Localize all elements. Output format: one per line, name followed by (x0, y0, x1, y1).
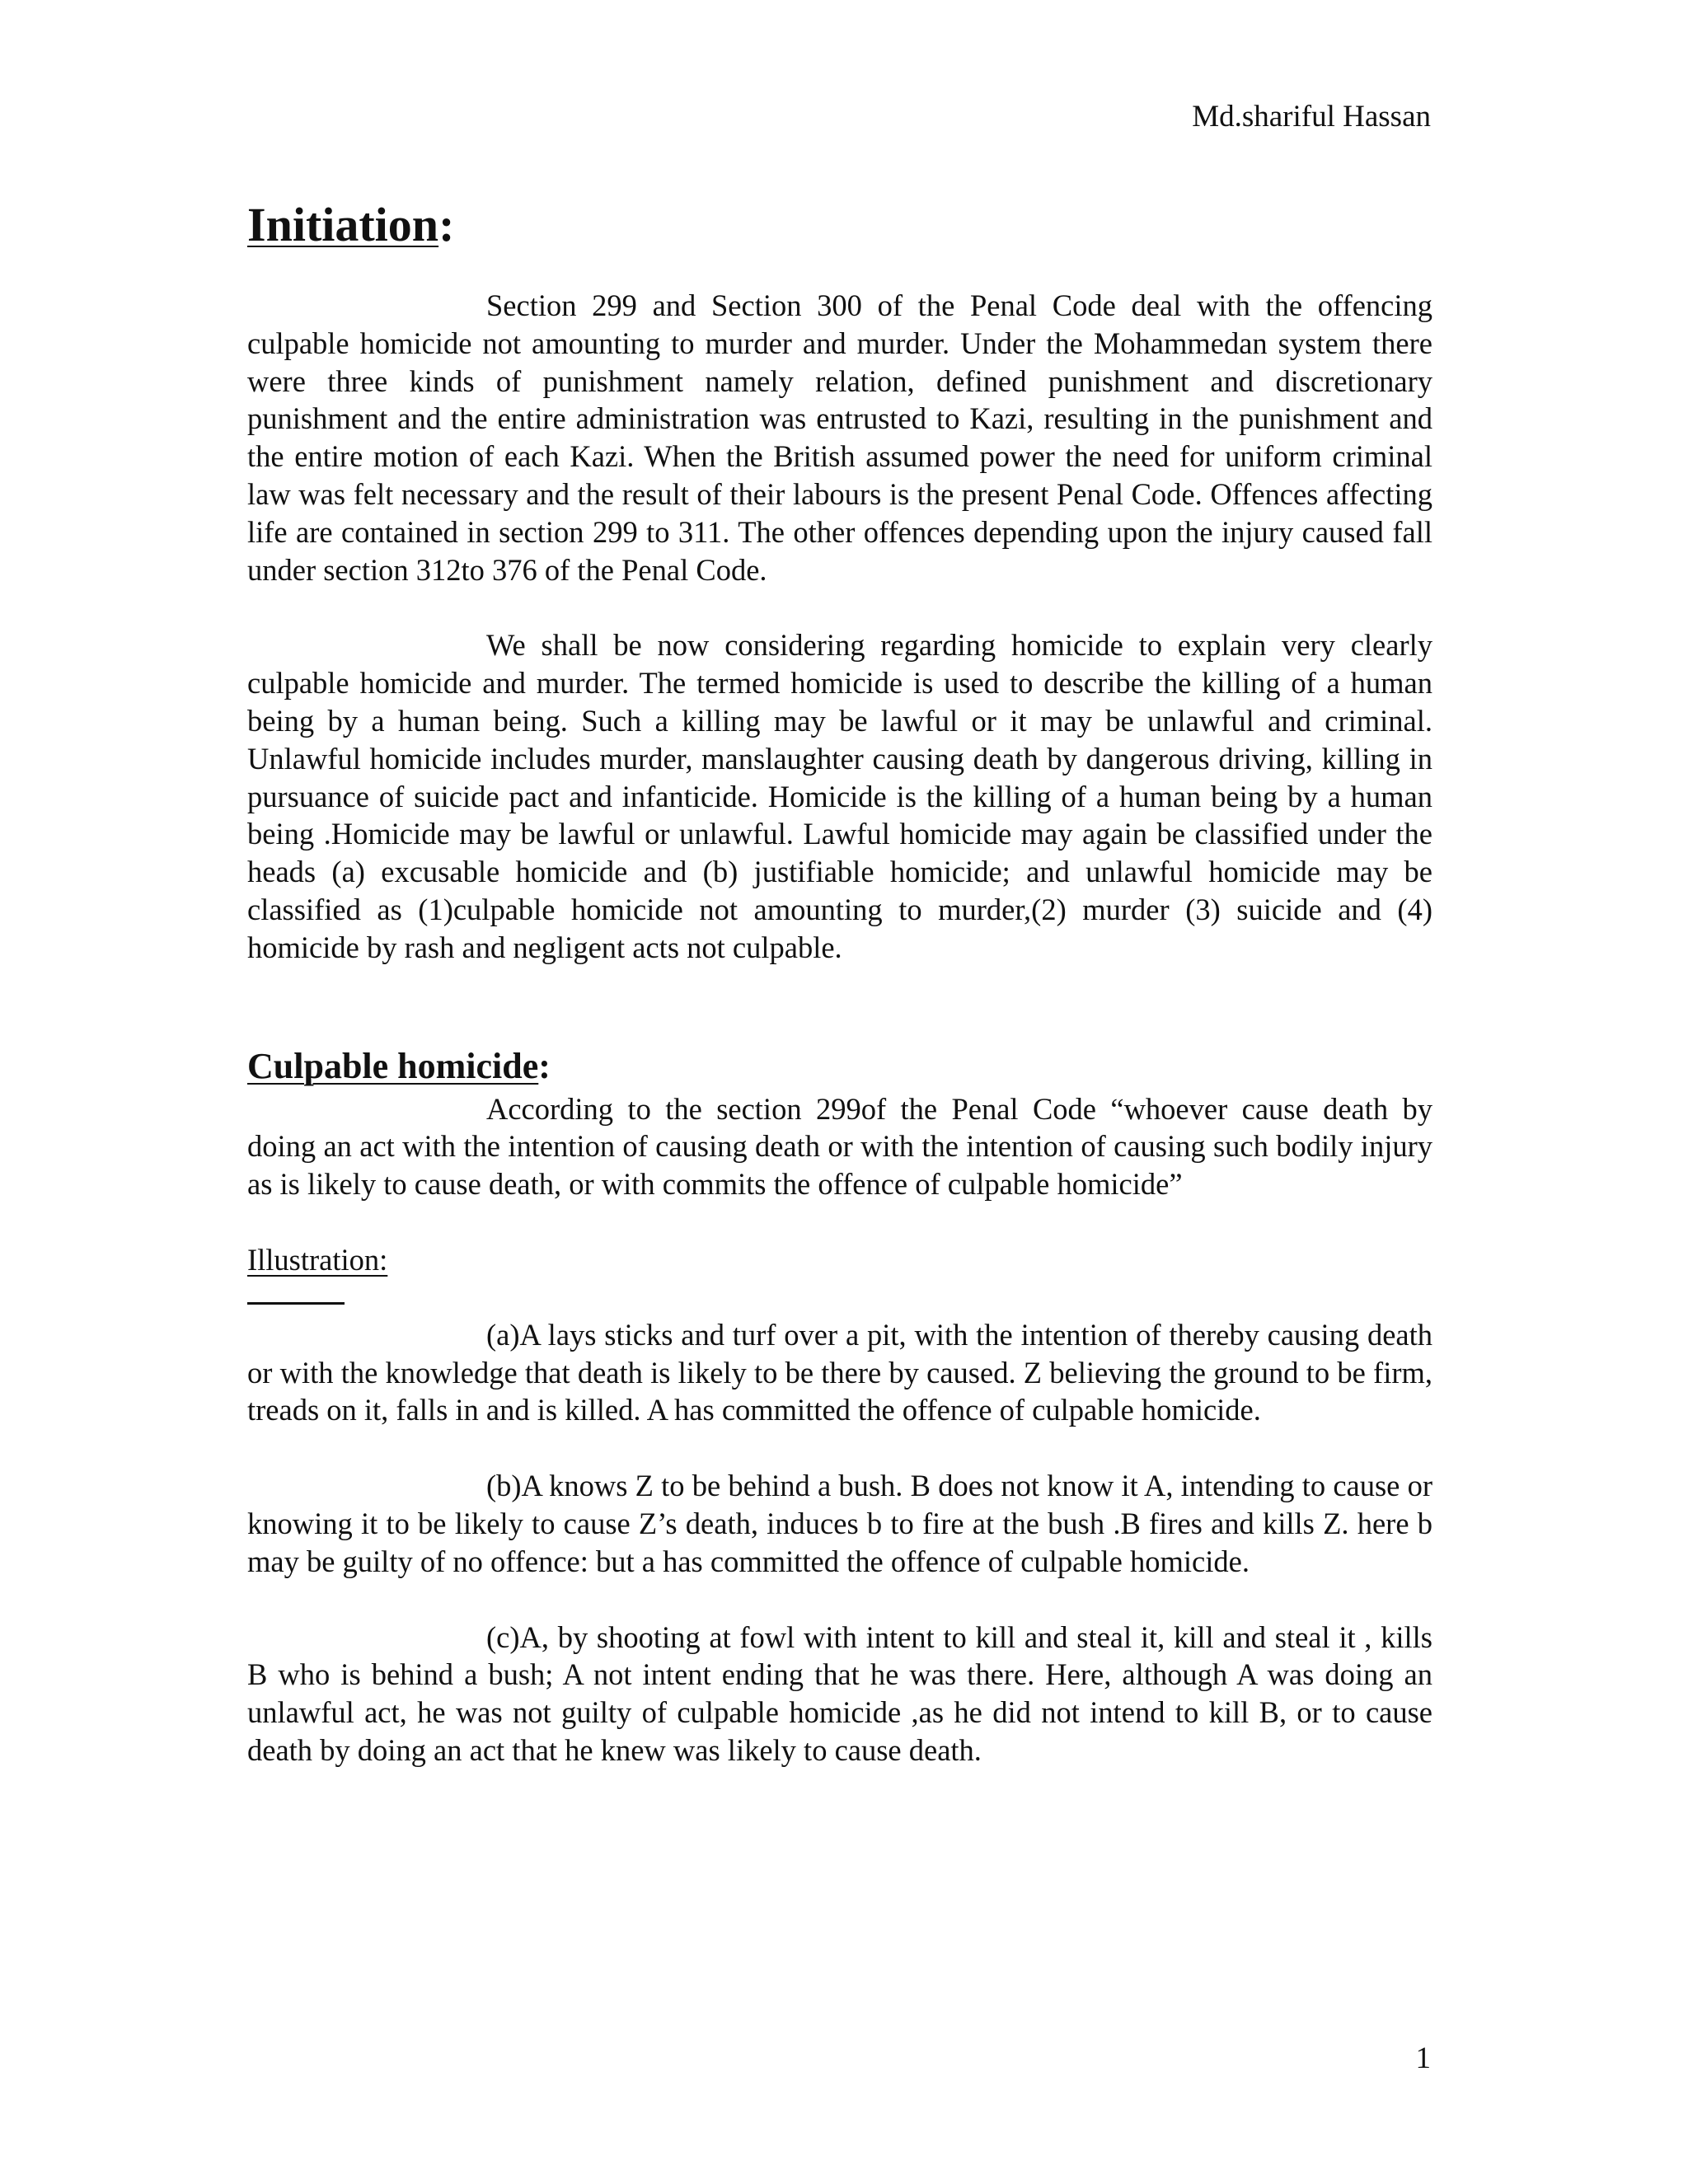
spacer (247, 1429, 1432, 1467)
illustration-a: (a)A lays sticks and turf over a pit, with the intention of thereby causing death or with the knowledge that death is likely to be there by caused. Z believing the ground to be firm, treads on it, falls in and is killed. A has committed the offence of culpable homicide. (247, 1317, 1432, 1427)
spacer (247, 259, 1432, 287)
initiation-heading (247, 191, 1432, 259)
page-number: 1 (1415, 2041, 1431, 2075)
illustration-label: Illustration: (247, 1242, 388, 1277)
culpable-homicide-heading (247, 1043, 1432, 1090)
initiation-heading-colon: : (438, 198, 455, 251)
spacer (247, 967, 1432, 1043)
spacer (247, 1203, 1432, 1241)
illustration-c: (c)A, by shooting at fowl with intent to kill and steal it, kill and steal it , kills B who is behind a bush; A not intent ending that he was there. Here, although A was doing an unlawful act, he was not guilty of culpable homicide ,as he did not intend to kill B, or to cause death by doing an act that he knew was likely to cause death. (247, 1619, 1432, 1767)
initiation-heading-text: Initiation (247, 198, 439, 251)
illustration-b: (b)A knows Z to be behind a bush. B does not know it A, intending to cause or knowing it to be likely to cause Z’s death, induces b to fire at the bush .B fires and kills Z. here b may be guilty of no offence: but a has committed the offence of culpable homicide. (247, 1469, 1432, 1578)
spacer (247, 1279, 1432, 1302)
author-header: Md.shariful Hassan (1192, 100, 1431, 134)
spacer (247, 1305, 1432, 1316)
spacer (247, 1581, 1432, 1619)
culpable-homicide-heading-text: Culpable homicide (247, 1045, 539, 1086)
document-body (247, 191, 1432, 1769)
culpable-homicide-heading-colon: : (538, 1045, 551, 1086)
initiation-paragraph-2: We shall be now considering regarding homicide to explain very clearly culpable homicide and murder. The termed homicide is used to describe the killing of a human being by a human being. Such a killing may be lawful or it may be unlawful and criminal. Unlawful homicide includes murder, manslaughter causing death by dangerous driving, killing in pursuance of suicide pact and infanticide. Homicide is the killing of a human being by a human being .Homicide may be lawful or unlawful. Lawful homicide may again be classified under the heads (a) excusable homicide and (b) justifiable homicide; and unlawful homicide may be classified as (1)culpable homicide not amounting to murder,(2) murder (3) suicide and (4) homicide by rash and negligent acts not culpable. (247, 628, 1432, 964)
spacer (247, 588, 1432, 626)
initiation-paragraph-1: Section 299 and Section 300 of the Penal Code deal with the offencing culpable homicide not amounting to murder and murder. Under the Mohammedan system there were three kinds of punishment namely relation, defined punishment and discretionary punishment and the entire administration was entrusted to Kazi, resulting in the punishment and the entire motion of each Kazi. When the British assumed power the need for uniform criminal law was felt necessary and the result of their labours is the present Penal Code. Offences affecting life are contained in section 299 to 311. The other offences depending upon the injury caused fall under section 312to 376 of the Penal Code. (247, 288, 1432, 587)
culpable-homicide-definition: According to the section 299of the Penal Code “whoever cause death by doing an act with the intention of causing death or with the intention of causing such bodily injury as is likely to cause death, or with commits the offence of culpable homicide” (247, 1091, 1432, 1202)
